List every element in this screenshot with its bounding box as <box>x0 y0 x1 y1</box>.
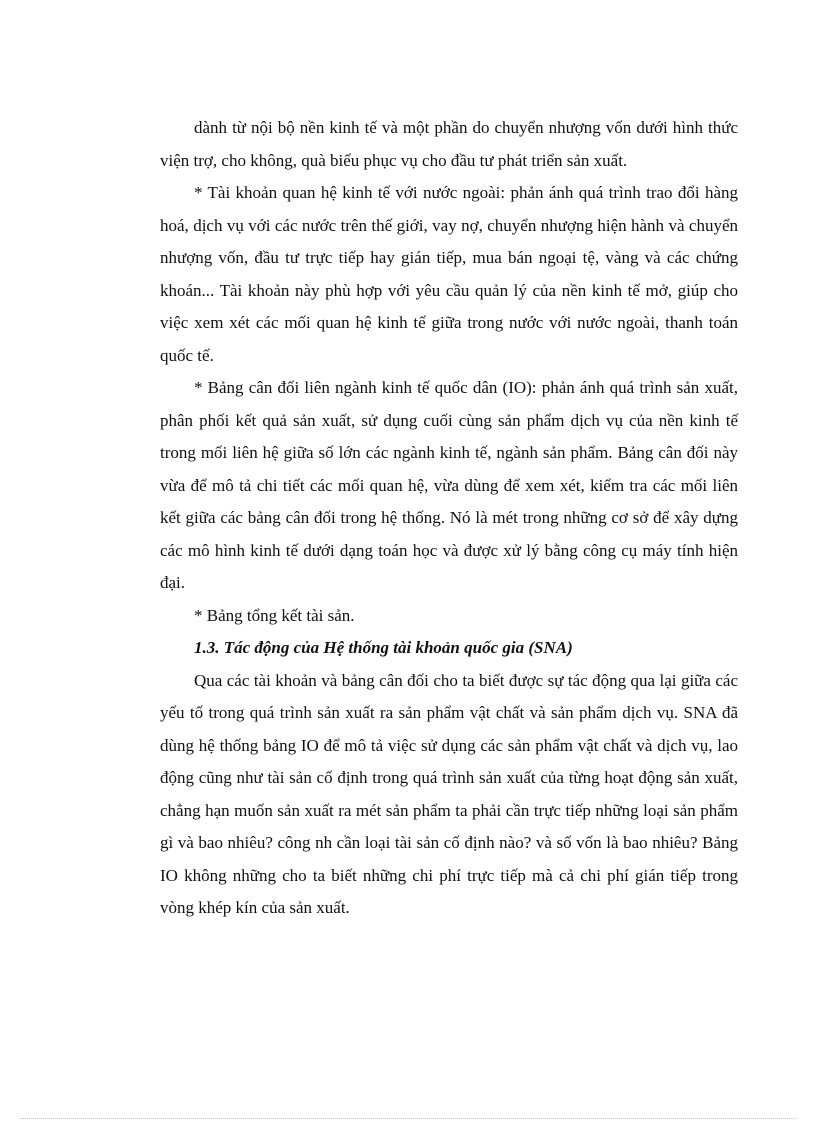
section-heading: 1.3. Tác động của Hệ thống tài khoản quốc gia (SNA) <box>194 638 573 657</box>
paragraph-io-table: * Bảng cân đối liên ngành kinh tế quốc dân (IO): phản ánh quá trình sản xuất, phân phối kết quả sản xuất, sử dụng cuối cùng sản phẩm dịch vụ của nền kinh tế trong mối liên hệ giữa số lớn các ngành kinh tế, ngành sản phẩm. Bảng cân đối này vừa để mô tả chi tiết các mối quan hệ, vừa dùng để xem xét, kiểm tra các mối liên kết giữa các bảng cân đối trong hệ thống. Nó là mét trong những cơ sở để xây dựng các mô hình kinh tế dưới dạng toán học và được xử lý bằng công cụ máy tính hiện đại. <box>160 378 738 592</box>
footer-divider <box>20 1118 796 1119</box>
paragraph-continuation: dành từ nội bộ nền kinh tế và một phần do chuyển nhượng vốn dưới hình thức viện trợ, cho không, quà biếu phục vụ cho đầu tư phát triển sản xuất. <box>160 118 738 170</box>
paragraph-foreign-account: * Tài khoản quan hệ kinh tế với nước ngoài: phản ánh quá trình trao đổi hàng hoá, dịch vụ với các nước trên thế giới, vay nợ, chuyển nhượng hiện hành và chuyển nhượng vốn, đầu tư trực tiếp hay gián tiếp, mua bán ngoại tệ, vàng và các chứng khoán... Tài khoản này phù hợp với yêu cầu quản lý của nền kinh tế mở, giúp cho việc xem xét các mối quan hệ kinh tế giữa trong nước với nước ngoài, thanh toán quốc tế. <box>160 183 738 365</box>
paragraph-balance-sheet: * Bảng tổng kết tài sản. <box>194 605 355 625</box>
document-body <box>160 112 738 925</box>
paragraph-sna-impact: Qua các tài khoản và bảng cân đối cho ta biết được sự tác động qua lại giữa các yếu tố trong quá trình sản xuất ra sản phẩm vật chất và sản phẩm dịch vụ. SNA đã dùng hệ thống bảng IO để mô tả việc sử dụng các sản phẩm vật chất và dịch vụ, lao động cũng như tài sản cố định trong quá trình sản xuất của từng hoạt động sản xuất, chẳng hạn muốn sản xuất ra mét sản phẩm ta phải cần trực tiếp những loại sản phẩm gì và bao nhiêu? công nh cần loại tài sản cố định nào? và số vốn là bao nhiêu? Bảng IO không những cho ta biết những chi phí trực tiếp mà cả chi phí gián tiếp trong vòng khép kín của sản xuất. <box>160 670 738 917</box>
